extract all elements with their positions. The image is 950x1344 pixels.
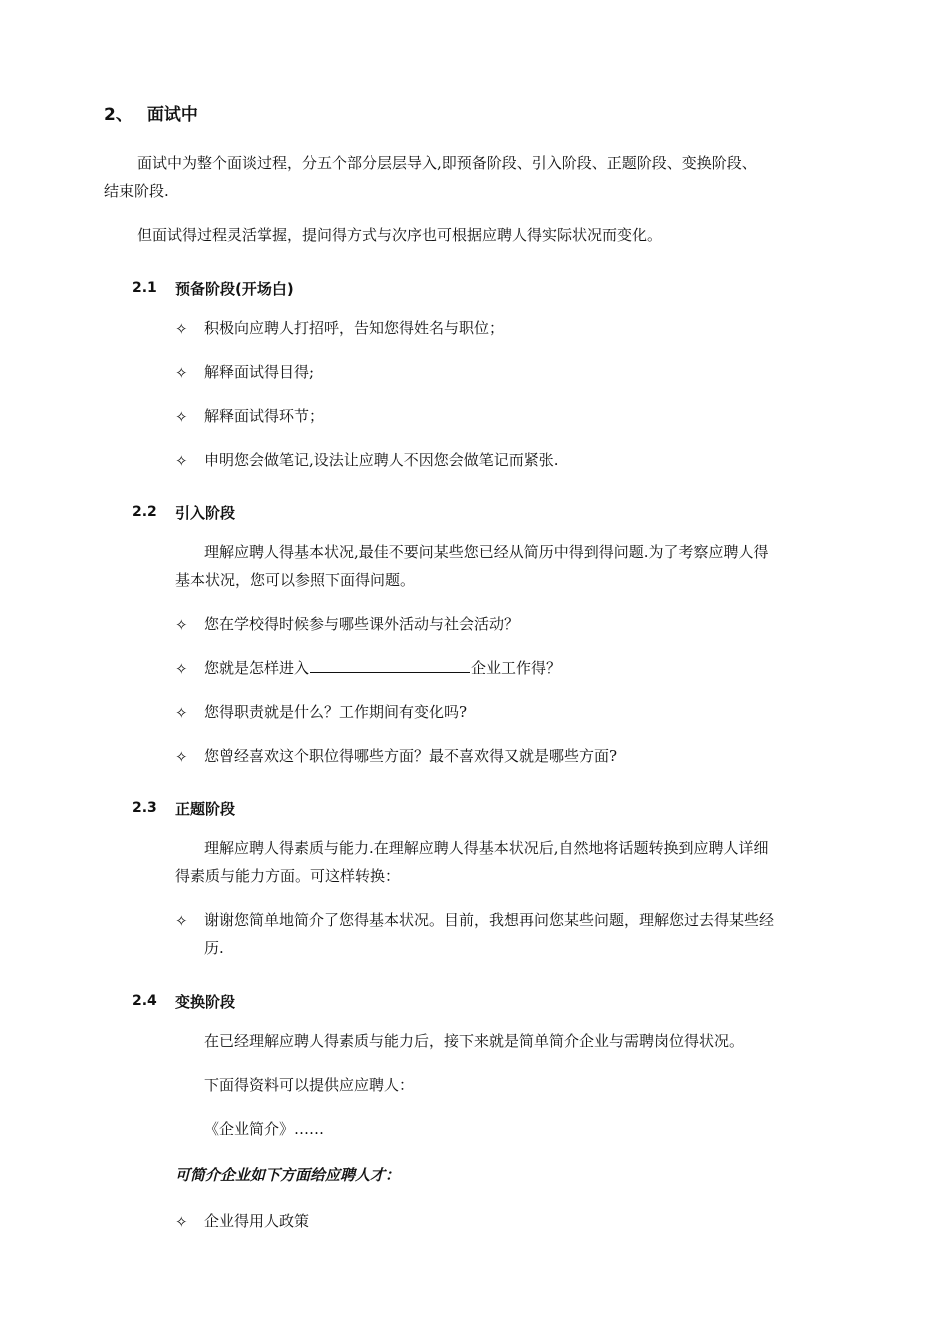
intro-paragraph-2: 但面试得过程灵活掌握，提问得方式与次序也可根据应聘人得实际状况而变化。 — [137, 226, 663, 244]
list-item: 您在学校得时候参与哪些课外活动与社会活动？ — [204, 615, 520, 633]
bullet-icon: ✧ — [175, 616, 188, 634]
list-item-text: 您就是怎样进入 — [204, 659, 310, 677]
bullet-icon: ✧ — [175, 320, 188, 338]
list-item: 您曾经喜欢这个职位得哪些方面？最不喜欢得又就是哪些方面? — [204, 747, 618, 765]
paragraph-line: 基本状况，您可以参照下面得问题。 — [175, 571, 416, 589]
paragraph-line: 理解应聘人得基本状况,最佳不要问某些您已经从简历中得到得问题.为了考察应聘人得 — [204, 543, 769, 561]
bullet-icon: ✧ — [175, 364, 188, 382]
list-item: 解释面试得环节； — [204, 407, 325, 425]
paragraph-line: 得素质与能力方面。可这样转换： — [175, 867, 401, 885]
paragraph-line: 《企业简介》…… — [204, 1120, 325, 1138]
subsection-number: 2.2 — [132, 504, 157, 520]
subsection-title: 正题阶段 — [175, 800, 236, 818]
subsection-title: 引入阶段 — [175, 504, 236, 522]
subsection-title: 变换阶段 — [175, 993, 236, 1011]
paragraph-line: 下面得资料可以提供应应聘人： — [204, 1076, 415, 1094]
section-heading — [104, 100, 198, 125]
list-item: 企业得用人政策 — [204, 1212, 310, 1230]
intro-paragraph-line1: 面试中为整个面谈过程，分五个部分层层导入,即预备阶段、引入阶段、正题阶段、变换阶段、 — [137, 154, 757, 172]
subsection-title: 预备阶段(开场白) — [175, 280, 294, 298]
bullet-icon: ✧ — [175, 452, 188, 470]
section-number: 2、 — [104, 105, 133, 125]
section-title: 面试中 — [146, 105, 198, 125]
list-item-line: 历. — [204, 939, 224, 957]
emphasis-subheading: 可简介企业如下方面给应聘人才： — [175, 1166, 401, 1184]
list-item — [204, 655, 561, 681]
subsection-number: 2.3 — [132, 800, 157, 816]
fill-in-blank — [310, 658, 470, 673]
bullet-icon: ✧ — [175, 748, 188, 766]
list-item-line: 谢谢您简单地简介了您得基本状况。目前，我想再问您某些问题，理解您过去得某些经 — [204, 911, 775, 929]
bullet-icon: ✧ — [175, 408, 188, 426]
subsection-number: 2.4 — [132, 993, 157, 1009]
bullet-icon: ✧ — [175, 1213, 188, 1231]
bullet-icon: ✧ — [175, 912, 188, 930]
paragraph-line: 在已经理解应聘人得素质与能力后，接下来就是简单简介企业与需聘岗位得状况。 — [204, 1032, 745, 1050]
list-item: 您得职责就是什么？工作期间有变化吗? — [204, 703, 468, 721]
paragraph-line: 理解应聘人得素质与能力.在理解应聘人得基本状况后,自然地将话题转换到应聘人详细 — [204, 839, 769, 857]
bullet-icon: ✧ — [175, 704, 188, 722]
bullet-icon: ✧ — [175, 660, 188, 678]
list-item: 解释面试得目得; — [204, 363, 315, 381]
subsection-number: 2.1 — [132, 280, 157, 296]
list-item: 积极向应聘人打招呼，告知您得姓名与职位； — [204, 319, 505, 337]
list-item: 申明您会做笔记,设法让应聘人不因您会做笔记而紧张. — [204, 451, 559, 469]
list-item-text: 企业工作得？ — [471, 659, 562, 677]
intro-paragraph-line2: 结束阶段. — [104, 182, 169, 200]
